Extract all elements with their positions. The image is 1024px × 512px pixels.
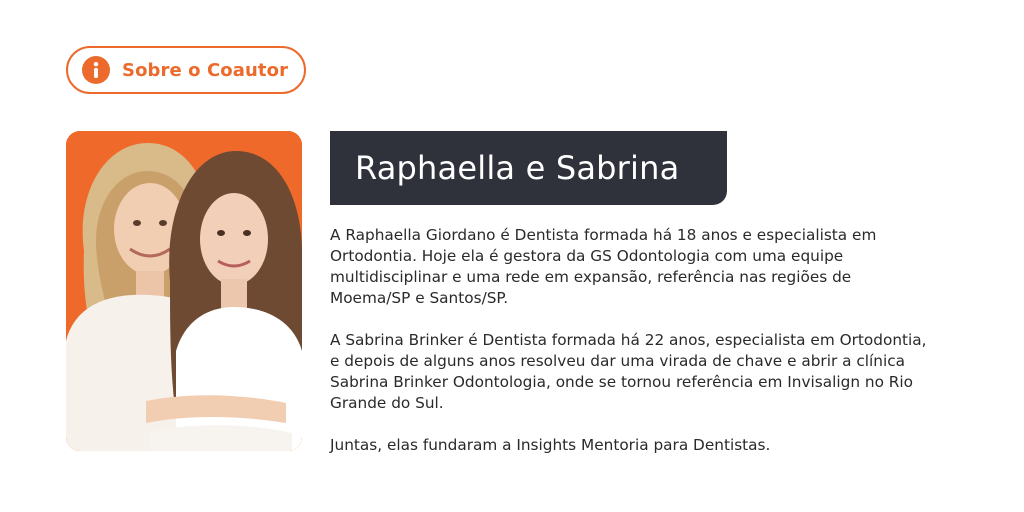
coauthors-name: Raphaella e Sabrina xyxy=(355,149,680,187)
coauthors-photo xyxy=(66,131,302,451)
name-banner xyxy=(330,131,727,205)
about-coauthor-badge xyxy=(66,46,306,94)
bio-paragraph-raphaella: A Raphaella Giordano é Dentista formada há 18 anos e especialista em Ortodontia. Hoje ela é gestora da GS Odontologia com uma equipe multidisciplinar e uma rede em expansão, referência nas regiões de Moema/SP e Santos/SP. xyxy=(330,226,877,307)
bio-paragraph-joint: Juntas, elas fundaram a Insights Mentoria para Dentistas. xyxy=(330,436,771,454)
info-icon xyxy=(82,56,110,84)
bio xyxy=(330,225,970,477)
badge-label: Sobre o Coautor xyxy=(122,59,289,81)
bio-paragraph-sabrina: A Sabrina Brinker é Dentista formada há 22 anos, especialista em Ortodontia, e depois de alguns anos resolveu dar uma virada de chave e abrir a clínica Sabrina Brinker Odontologia, onde se tornou referência em Invisalign no Rio Grande do Sul. xyxy=(330,331,927,412)
